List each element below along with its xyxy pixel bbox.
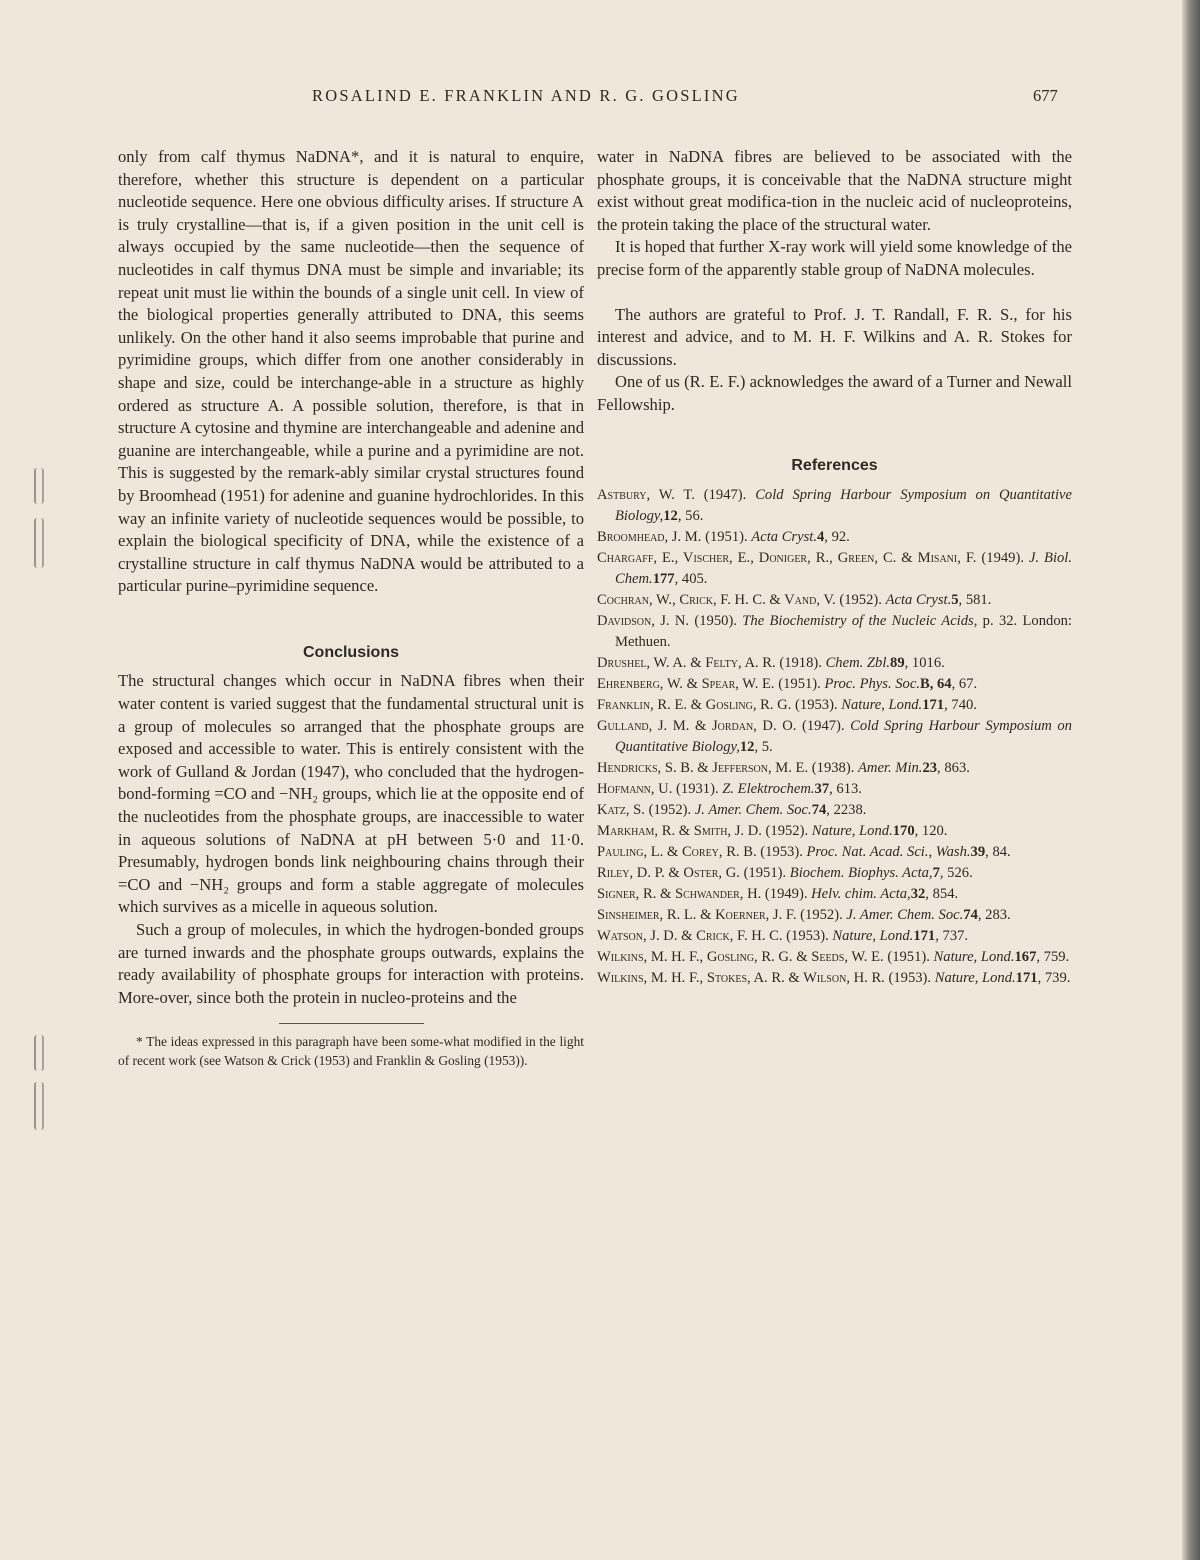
reference-volume: 23: [922, 760, 938, 777]
right-column: [597, 146, 1072, 989]
reference-authors: Cochran, W., Crick, F. H. C. & Vand, V.: [597, 592, 836, 609]
reference-journal: Acta Cryst.: [885, 592, 952, 609]
reference-journal: Chem. Zbl.: [825, 655, 891, 672]
reference-authors: Drushel, W. A. & Felty, A. R.: [597, 655, 776, 672]
reference-entry: [597, 527, 1072, 548]
reference-year: (1953).: [786, 928, 829, 945]
reference-year: (1952).: [648, 802, 692, 819]
reference-entry: [597, 758, 1072, 779]
reference-authors: Signer, R. & Schwander, H.: [597, 886, 762, 903]
reference-pages: , 120.: [914, 823, 948, 840]
reference-journal: Nature, Lond.: [841, 697, 923, 714]
left-column: [118, 146, 584, 1070]
reference-year: (1953).: [795, 697, 838, 714]
reference-pages: , 92.: [824, 529, 850, 546]
reference-list: [597, 485, 1072, 989]
reference-pages: , 759.: [1036, 949, 1070, 966]
reference-entry: [597, 926, 1072, 947]
references-heading: References: [791, 456, 878, 474]
reference-pages: , 613.: [829, 781, 862, 798]
reference-year: (1949).: [981, 550, 1024, 567]
reference-pages: , 581.: [958, 592, 992, 609]
reference-volume: 32: [910, 886, 926, 903]
body-paragraph: It is hoped that further X-ray work will yield some knowledge of the precise form of the apparently stable group of NaDNA molecules.: [597, 237, 1072, 279]
reference-journal: Amer. Min.: [858, 760, 923, 777]
reference-authors: Gulland, J. M. & Jordan, D. O.: [597, 718, 797, 735]
reference-volume: 171: [1015, 970, 1038, 987]
reference-year: (1918).: [779, 655, 822, 672]
reference-authors: Ehrenberg, W. & Spear, W. E.: [597, 676, 775, 693]
reference-entry: [597, 884, 1072, 905]
reference-year: (1952).: [839, 592, 882, 609]
reference-journal: Proc. Nat. Acad. Sci., Wash.: [806, 844, 971, 861]
reference-entry: [597, 653, 1072, 674]
reference-volume: 177: [652, 571, 675, 588]
reference-volume: 12: [739, 739, 755, 756]
reference-year: (1950).: [694, 613, 737, 630]
reference-entry: [597, 485, 1072, 527]
reference-entry: [597, 590, 1072, 611]
reference-authors: Davidson, J. N.: [597, 613, 690, 630]
reference-year: (1949).: [764, 886, 808, 903]
reference-pages: p. 32. London: Methuen.: [615, 613, 1072, 651]
reference-pages: , 56.: [677, 508, 704, 525]
reference-year: (1951).: [743, 865, 787, 882]
reference-volume: 171: [922, 697, 945, 714]
reference-pages: , 67.: [951, 676, 978, 693]
running-title: ROSALIND E. FRANKLIN AND R. G. GOSLING: [312, 86, 740, 105]
reference-journal: Nature, Lond.: [933, 949, 1015, 966]
reference-authors: Wilkins, M. H. F., Stokes, A. R. & Wilson, H. R.: [597, 970, 885, 987]
reference-entry: [597, 800, 1072, 821]
reference-journal: Nature, Lond.: [934, 970, 1016, 987]
reference-journal: J. Amer. Chem. Soc.: [846, 907, 964, 924]
reference-volume: 12: [663, 508, 678, 525]
binding-staple-mark: [34, 518, 44, 568]
reference-pages: , 737.: [935, 928, 969, 945]
body-paragraph: Such a group of molecules, in which the hydrogen-bonded groups are turned inwards and the phosphate groups outwards, explains the ready availability of phosphate groups for interaction with proteins. More-over, since both the protein in nucleo-proteins and the: [118, 920, 584, 1007]
reference-year: (1951).: [887, 949, 930, 966]
reference-entry: [597, 611, 1072, 653]
reference-authors: Wilkins, M. H. F., Gosling, R. G. & Seeds, W. E.: [597, 949, 884, 966]
reference-volume: 39: [970, 844, 986, 861]
reference-year: (1938).: [811, 760, 855, 777]
reference-entry: [597, 863, 1072, 884]
reference-year: (1953).: [760, 844, 803, 861]
reference-volume: 7: [932, 865, 940, 882]
reference-entry: [597, 905, 1072, 926]
reference-authors: Chargaff, E., Vischer, E., Doniger, R., Green, C. & Misani, F.: [597, 550, 977, 567]
reference-year: (1947).: [802, 718, 845, 735]
reference-entry: [597, 947, 1072, 968]
footnote-rule: [279, 1023, 424, 1024]
reference-entry: [597, 695, 1072, 716]
reference-entry: [597, 779, 1072, 800]
reference-year: (1951).: [778, 676, 821, 693]
reference-year: (1947).: [703, 487, 747, 504]
reference-pages: , 283.: [977, 907, 1011, 924]
reference-authors: Riley, D. P. & Oster, G.: [597, 865, 740, 882]
reference-volume: 167: [1014, 949, 1037, 966]
reference-volume: 5: [951, 592, 959, 609]
page-number: 677: [1033, 86, 1058, 105]
reference-journal: Nature, Lond.: [832, 928, 914, 945]
reference-entry: [597, 842, 1072, 863]
reference-pages: , 405.: [674, 571, 708, 588]
conclusions-heading: Conclusions: [302, 643, 399, 661]
reference-journal: Cold Spring Harbour Symposium on Quantitative Biology,: [615, 718, 1072, 756]
reference-entry: [597, 968, 1072, 989]
reference-journal: J. Biol. Chem.: [615, 550, 1073, 588]
binding-staple-mark: [34, 468, 44, 504]
reference-volume: 74: [963, 907, 978, 924]
reference-journal: Helv. chim. Acta,: [811, 886, 911, 903]
page-edge-shadow: [1182, 0, 1200, 1560]
reference-year: (1953).: [888, 970, 932, 987]
reference-journal: Biochem. Biophys. Acta,: [789, 865, 933, 882]
reference-pages: , 854.: [925, 886, 959, 903]
reference-entry: [597, 548, 1072, 590]
reference-authors: Hofmann, U.: [597, 781, 673, 798]
reference-authors: Broomhead, J. M.: [597, 529, 702, 546]
reference-journal: Nature, Lond.: [811, 823, 893, 840]
reference-authors: Markham, R. & Smith, J. D.: [597, 823, 762, 840]
reference-volume: 89: [890, 655, 905, 672]
reference-authors: Watson, J. D. & Crick, F. H. C.: [597, 928, 783, 945]
reference-journal: J. Amer. Chem. Soc.: [694, 802, 812, 819]
reference-pages: , 526.: [939, 865, 973, 882]
reference-pages: , 739.: [1037, 970, 1071, 987]
reference-authors: Pauling, L. & Corey, R. B.: [597, 844, 757, 861]
binding-staple-mark: [34, 1082, 44, 1130]
reference-journal: Acta Cryst.: [751, 529, 817, 546]
body-paragraph: The structural changes which occur in NaDNA fibres when their water content is varied suggest that the fundamental structural unit is a group of molecules so arranged that the phosphate groups are exposed and accessible to water. This is entirely consistent with the work of Gulland & Jordan (1947), who concluded that the hydrogen-bond-forming =CO and −NH₂ groups, which lie at the opposite end of the nucleotides from the phosphate groups, are inaccessible to water in aqueous solutions of NaDNA at pH between 5·0 and 11·0. Presumably, hydrogen bonds link neighbouring chains through their =CO and −NH₂ groups and form a stable aggregate of molecules which survives as a micelle in aqueous solution.: [118, 671, 585, 917]
reference-pages: , 5.: [754, 739, 773, 756]
reference-journal: Cold Spring Harbour Symposium on Quantitative Biology,: [615, 487, 1072, 525]
reference-volume: 171: [913, 928, 936, 945]
reference-year: (1952).: [765, 823, 809, 840]
reference-volume: 74: [811, 802, 827, 819]
reference-journal: The Biochemistry of the Nucleic Acids,: [742, 613, 978, 630]
acknowledgements-paragraph: One of us (R. E. F.) acknowledges the award of a Turner and Newall Fellowship.: [597, 372, 1072, 414]
reference-pages: , 2238.: [826, 802, 867, 819]
reference-authors: Astbury, W. T.: [597, 487, 695, 504]
reference-year: (1952).: [800, 907, 843, 924]
reference-volume: B, 64: [919, 676, 952, 693]
reference-authors: Katz, S.: [597, 802, 645, 819]
body-paragraph: only from calf thymus NaDNA*, and it is natural to enquire, therefore, whether this structure is dependent on a particular nucleotide sequence. Here one obvious difficulty arises. If structure A is truly crystalline—that is, if a given position in the unit cell is always occupied by the same nucleotide—then the sequence of nucleotides in calf thymus DNA must be simple and invariable; its repeat unit must lie within the bounds of a single unit cell. In view of the biological properties generally attributed to DNA, this seems unlikely. On the other hand it also seems improbable that purine and pyrimidine groups, which differ from one another considerably in shape and size, could be interchange-able in a structure as highly ordered as structure A. A possible solution, therefore, is that in structure A cytosine and thymine are interchangeable and adenine and guanine are interchangeable, while a purine and a pyrimidine are not. This is suggested by the remark-ably similar crystal structures found by Broomhead (1951) for adenine and guanine hydrochlorides. In this way an infinite variety of nucleotide sequences would be possible, to explain the biological specificity of DNA, while the existence of a crystalline structure in calf thymus NaDNA would be attributed to a particular purine–pyrimidine sequence.: [118, 147, 584, 596]
footnote: * The ideas expressed in this paragraph have been some-what modified in the light of recent work (see Watson & Crick (1953) and Franklin & Gosling (1953)).: [118, 1034, 584, 1069]
acknowledgements-paragraph: The authors are grateful to Prof. J. T. Randall, F. R. S., for his interest and advice, and to M. H. F. Wilkins and A. R. Stokes for discussions.: [597, 304, 1072, 369]
reference-pages: , 84.: [985, 844, 1011, 861]
reference-pages: , 1016.: [904, 655, 945, 672]
reference-authors: Franklin, R. E. & Gosling, R. G.: [597, 697, 792, 714]
reference-year: (1951).: [705, 529, 748, 546]
reference-pages: , 740.: [944, 697, 977, 714]
binding-staple-mark: [34, 1035, 44, 1071]
reference-pages: , 863.: [937, 760, 970, 777]
reference-authors: Hendricks, S. B. & Jefferson, M. E.: [597, 760, 809, 777]
reference-entry: [597, 716, 1072, 758]
reference-authors: Sinsheimer, R. L. & Koerner, J. F.: [597, 907, 797, 924]
reference-year: (1931).: [676, 781, 719, 798]
reference-entry: [597, 821, 1072, 842]
reference-entry: [597, 674, 1072, 695]
reference-journal: Z. Elektrochem.: [722, 781, 815, 798]
reference-journal: Proc. Phys. Soc.: [824, 676, 920, 693]
reference-volume: 170: [892, 823, 915, 840]
reference-volume: 37: [814, 781, 830, 798]
reference-volume: 4: [816, 529, 825, 546]
body-paragraph: water in NaDNA fibres are believed to be associated with the phosphate groups, it is conceivable that the NaDNA structure might exist without great modifica-tion in the nucleic acid of nucleoproteins, the protein taking the place of the structural water.: [597, 147, 1072, 234]
